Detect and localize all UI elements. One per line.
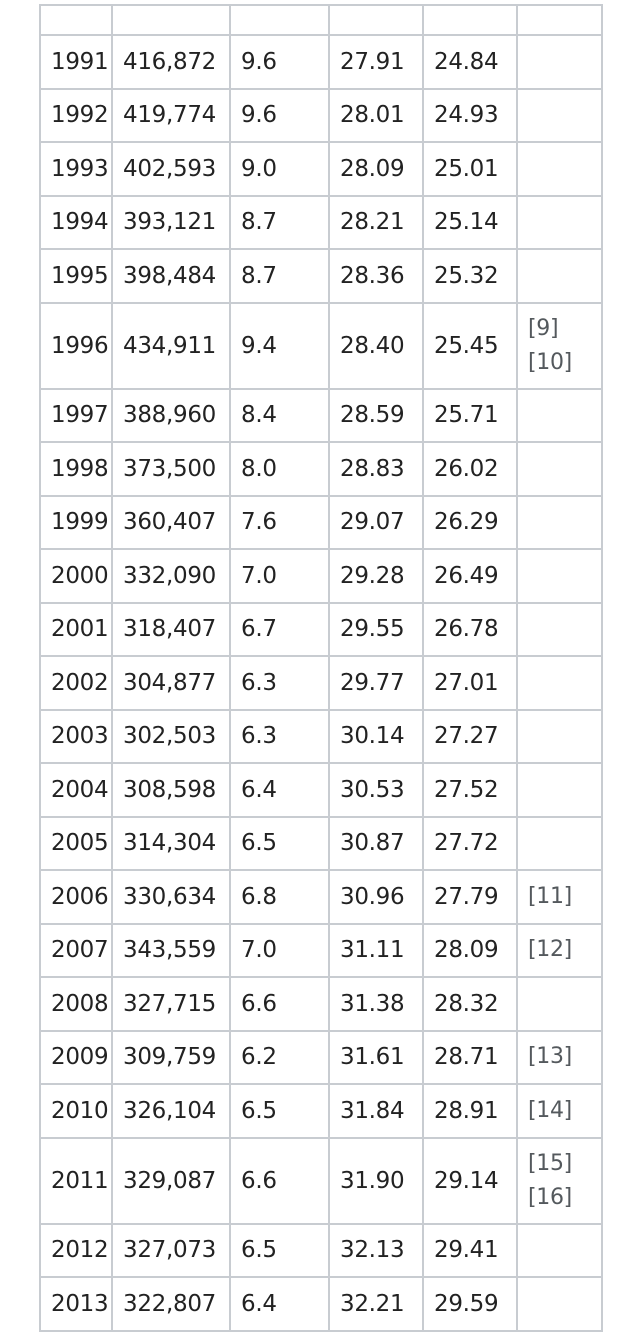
age-cell: 25.14 — [423, 196, 517, 250]
age-cell: 31.84 — [329, 1084, 423, 1138]
rate-cell: 9.6 — [230, 35, 329, 89]
age-cell: 27.72 — [423, 817, 517, 871]
rate-cell: 7.0 — [230, 549, 329, 603]
age-cell: 27.79 — [423, 870, 517, 924]
year-cell: 2009 — [40, 1031, 112, 1085]
empty-cell — [517, 5, 602, 35]
year-cell: 2002 — [40, 656, 112, 710]
table-row — [40, 763, 602, 817]
table-row — [40, 35, 602, 89]
births-cell: 360,407 — [112, 496, 230, 550]
births-cell: 419,774 — [112, 89, 230, 143]
table-row — [40, 1277, 602, 1331]
rate-cell: 6.4 — [230, 1277, 329, 1331]
partial-top-row — [40, 5, 602, 35]
reference-cell — [517, 249, 602, 303]
births-cell: 434,911 — [112, 303, 230, 389]
reference-cell — [517, 303, 602, 389]
statistics-table — [39, 4, 603, 1332]
year-cell: 2005 — [40, 817, 112, 871]
year-cell: 1993 — [40, 142, 112, 196]
rate-cell: 6.3 — [230, 656, 329, 710]
reference-cell — [517, 89, 602, 143]
age-cell: 28.09 — [423, 924, 517, 978]
rate-cell: 8.7 — [230, 196, 329, 250]
reference-cell — [517, 1224, 602, 1278]
age-cell: 32.13 — [329, 1224, 423, 1278]
year-cell: 2001 — [40, 603, 112, 657]
rate-cell: 6.6 — [230, 977, 329, 1031]
table-row — [40, 389, 602, 443]
table-row — [40, 1031, 602, 1085]
reference-link[interactable]: [9] — [528, 315, 559, 341]
reference-cell — [517, 196, 602, 250]
age-cell: 29.28 — [329, 549, 423, 603]
age-cell: 30.87 — [329, 817, 423, 871]
age-cell: 29.59 — [423, 1277, 517, 1331]
age-cell: 25.32 — [423, 249, 517, 303]
births-cell: 329,087 — [112, 1138, 230, 1224]
reference-cell — [517, 442, 602, 496]
age-cell: 28.32 — [423, 977, 517, 1031]
year-cell: 2012 — [40, 1224, 112, 1278]
age-cell: 30.53 — [329, 763, 423, 817]
rate-cell: 6.3 — [230, 710, 329, 764]
reference-link[interactable]: [12] — [528, 937, 572, 963]
age-cell: 25.45 — [423, 303, 517, 389]
table-row — [40, 303, 602, 389]
empty-cell — [329, 5, 423, 35]
age-cell: 24.93 — [423, 89, 517, 143]
births-cell: 309,759 — [112, 1031, 230, 1085]
rate-cell: 9.0 — [230, 142, 329, 196]
age-cell: 30.96 — [329, 870, 423, 924]
age-cell: 29.55 — [329, 603, 423, 657]
reference-cell — [517, 1277, 602, 1331]
age-cell: 29.41 — [423, 1224, 517, 1278]
births-cell: 332,090 — [112, 549, 230, 603]
age-cell: 32.21 — [329, 1277, 423, 1331]
rate-cell: 8.4 — [230, 389, 329, 443]
reference-link[interactable]: [11] — [528, 883, 572, 909]
table-row — [40, 89, 602, 143]
table-row — [40, 249, 602, 303]
age-cell: 24.84 — [423, 35, 517, 89]
rate-cell: 9.6 — [230, 89, 329, 143]
empty-cell — [112, 5, 230, 35]
rate-cell: 7.6 — [230, 496, 329, 550]
births-cell: 327,073 — [112, 1224, 230, 1278]
rate-cell: 6.2 — [230, 1031, 329, 1085]
year-cell: 1992 — [40, 89, 112, 143]
births-cell: 322,807 — [112, 1277, 230, 1331]
age-cell: 27.01 — [423, 656, 517, 710]
table-row — [40, 977, 602, 1031]
births-cell: 416,872 — [112, 35, 230, 89]
rate-cell: 7.0 — [230, 924, 329, 978]
year-cell: 1994 — [40, 196, 112, 250]
age-cell: 29.77 — [329, 656, 423, 710]
table-row — [40, 1138, 602, 1224]
reference-link[interactable]: [14] — [528, 1097, 572, 1123]
age-cell: 28.83 — [329, 442, 423, 496]
table-row — [40, 142, 602, 196]
year-cell: 2013 — [40, 1277, 112, 1331]
age-cell: 27.91 — [329, 35, 423, 89]
table-row — [40, 870, 602, 924]
reference-cell — [517, 603, 602, 657]
age-cell: 28.71 — [423, 1031, 517, 1085]
table-body — [40, 5, 602, 1331]
age-cell: 28.21 — [329, 196, 423, 250]
births-cell: 330,634 — [112, 870, 230, 924]
births-cell: 302,503 — [112, 710, 230, 764]
reference-cell — [517, 35, 602, 89]
year-cell: 1991 — [40, 35, 112, 89]
table-row — [40, 196, 602, 250]
reference-cell — [517, 924, 602, 978]
births-cell: 398,484 — [112, 249, 230, 303]
age-cell: 26.78 — [423, 603, 517, 657]
table-row — [40, 1084, 602, 1138]
age-cell: 25.01 — [423, 142, 517, 196]
age-cell: 26.29 — [423, 496, 517, 550]
table-row — [40, 817, 602, 871]
age-cell: 28.36 — [329, 249, 423, 303]
age-cell: 29.14 — [423, 1138, 517, 1224]
reference-cell — [517, 1084, 602, 1138]
year-cell: 2000 — [40, 549, 112, 603]
reference-cell — [517, 656, 602, 710]
age-cell: 28.40 — [329, 303, 423, 389]
year-cell: 2007 — [40, 924, 112, 978]
table-row — [40, 549, 602, 603]
year-cell: 1995 — [40, 249, 112, 303]
age-cell: 27.52 — [423, 763, 517, 817]
age-cell: 31.11 — [329, 924, 423, 978]
rate-cell: 6.5 — [230, 817, 329, 871]
age-cell: 25.71 — [423, 389, 517, 443]
year-cell: 1999 — [40, 496, 112, 550]
reference-cell — [517, 142, 602, 196]
births-cell: 402,593 — [112, 142, 230, 196]
table-row — [40, 924, 602, 978]
empty-cell — [40, 5, 112, 35]
year-cell: 2008 — [40, 977, 112, 1031]
age-cell: 29.07 — [329, 496, 423, 550]
rate-cell: 6.6 — [230, 1138, 329, 1224]
reference-cell — [517, 977, 602, 1031]
table-row — [40, 1224, 602, 1278]
reference-link[interactable]: [15] — [528, 1150, 572, 1176]
year-cell: 2006 — [40, 870, 112, 924]
rate-cell: 9.4 — [230, 303, 329, 389]
year-cell: 1998 — [40, 442, 112, 496]
year-cell: 2004 — [40, 763, 112, 817]
rate-cell: 6.5 — [230, 1084, 329, 1138]
age-cell: 28.01 — [329, 89, 423, 143]
reference-cell — [517, 1031, 602, 1085]
table-row — [40, 603, 602, 657]
births-cell: 308,598 — [112, 763, 230, 817]
reference-cell — [517, 870, 602, 924]
reference-cell — [517, 1138, 602, 1224]
year-cell: 1997 — [40, 389, 112, 443]
year-cell: 2010 — [40, 1084, 112, 1138]
age-cell: 26.49 — [423, 549, 517, 603]
reference-cell — [517, 389, 602, 443]
reference-link[interactable]: [10] — [528, 349, 572, 375]
reference-link[interactable]: [16] — [528, 1184, 572, 1210]
births-cell: 314,304 — [112, 817, 230, 871]
age-cell: 28.09 — [329, 142, 423, 196]
rate-cell: 6.8 — [230, 870, 329, 924]
births-cell: 373,500 — [112, 442, 230, 496]
age-cell: 30.14 — [329, 710, 423, 764]
reference-cell — [517, 496, 602, 550]
births-cell: 327,715 — [112, 977, 230, 1031]
table-row — [40, 710, 602, 764]
age-cell: 31.38 — [329, 977, 423, 1031]
age-cell: 26.02 — [423, 442, 517, 496]
births-cell: 388,960 — [112, 389, 230, 443]
births-cell: 343,559 — [112, 924, 230, 978]
rate-cell: 8.0 — [230, 442, 329, 496]
reference-cell — [517, 549, 602, 603]
age-cell: 28.91 — [423, 1084, 517, 1138]
rate-cell: 6.5 — [230, 1224, 329, 1278]
age-cell: 28.59 — [329, 389, 423, 443]
empty-cell — [230, 5, 329, 35]
age-cell: 31.90 — [329, 1138, 423, 1224]
year-cell: 2011 — [40, 1138, 112, 1224]
reference-link[interactable]: [13] — [528, 1044, 572, 1070]
births-cell: 393,121 — [112, 196, 230, 250]
empty-cell — [423, 5, 517, 35]
reference-cell — [517, 763, 602, 817]
age-cell: 31.61 — [329, 1031, 423, 1085]
reference-cell — [517, 710, 602, 764]
births-cell: 318,407 — [112, 603, 230, 657]
table-row — [40, 496, 602, 550]
age-cell: 27.27 — [423, 710, 517, 764]
rate-cell: 8.7 — [230, 249, 329, 303]
births-cell: 304,877 — [112, 656, 230, 710]
births-cell: 326,104 — [112, 1084, 230, 1138]
reference-cell — [517, 817, 602, 871]
rate-cell: 6.4 — [230, 763, 329, 817]
year-cell: 1996 — [40, 303, 112, 389]
year-cell: 2003 — [40, 710, 112, 764]
table-row — [40, 442, 602, 496]
table-row — [40, 656, 602, 710]
rate-cell: 6.7 — [230, 603, 329, 657]
